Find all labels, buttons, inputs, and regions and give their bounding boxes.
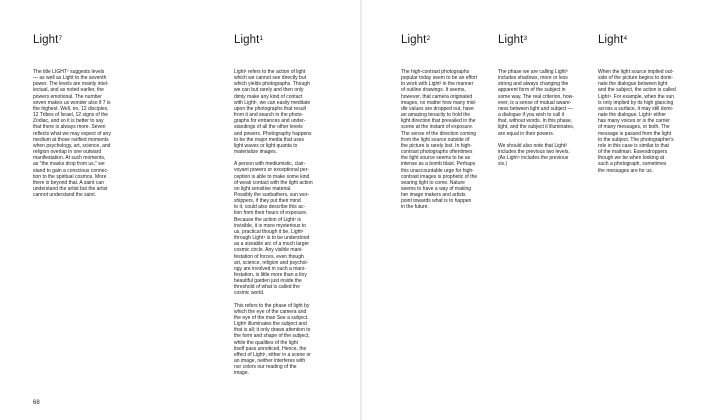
column-light-1 xyxy=(234,33,334,383)
body-paragraph: Light¹ refers to the action of light which we cannot see directly but which yields photographs. Though we can but rarely and then only dimly make any kind of contact with Light¹, we can easily meditate upon the photographs that result from it and search in the photo- graphs for entrances and under- standings of all the other levels and powers. Photography happens to be the major media that uses light waves or light quanta to materialize images. xyxy=(234,69,312,156)
column-light-4 xyxy=(598,33,686,180)
column-light-7 xyxy=(33,33,121,204)
body-paragraph: The high-contrast photographs popular today seem to be an effort to work with Light² in the manner of outline drawings. It seems, however, that camera originated images, no matter how many mid- dle values are dropped out, have an amazing tenacity to hold the light direction that prevailed in the scene at the instant of exposure. The sense of the direction coming from the light source outside of the picture is rarely lost. In high- contrast photographs oftentimes the light source seems to be as intense as a bomb blast. Perhaps this unaccountable urge for high- contrast images is prophetic of the searing light to come. Nature seems to have a way of making her image makers and artists point towards what is to happen in the future. xyxy=(401,69,478,211)
body-paragraph: A person with mediumistic, clair- voyant powers or exceptional per- ception is able to make some kind of weak contact with the light action on light sensitive material. Possibly the sunbathers, sun wor- shippers, if they put their mind to it, could also describe this ac- tion from their hours of exposure. Because the action of Light¹ is invisible, it is more mysterious to us, practical though it be. Light¹ through Light⁴ is to be understood as a sizeable arc of a much larger cosmic circle. Any visible mani- festation of forces, even though art, science, religion and psychol- ogy are involved in such a mani- festation, is little more than a tiny beautiful garden just inside the threshold of what is called the cosmic world. xyxy=(234,161,313,297)
column-light-2 xyxy=(401,33,489,217)
body-paragraph: The title LIGHT⁷ suggests levels — as well as Light to the seventh power. The levels are mainly intel- lectual, and as noted earlier, the powers emotional. The number seven makes us wonder also if 7 is the highest. Well, no, 12 disciples, 12 Tribes of Israel, 12 signs of the Zodiac, and so it is better to say that there is always more. Seven reflects what we may expect of any medium at those rarified moments when psychology, art, science, and religion overlap in one outward manifestation. At such moments, as "the masks drop from us," we stand to gain a conscious connec- tion to the spiritual cosmos. More there is beyond that. A saint can understand the artist but the artist cannot understand the saint. xyxy=(33,69,111,199)
column-heading: Light$^4$ xyxy=(598,34,628,46)
body-paragraph: We should also note that Light³ includes the previous two levels. (As Light⁴ includes the previous six.) xyxy=(498,142,570,168)
page-number: 68 xyxy=(33,400,40,406)
column-light-3 xyxy=(498,33,582,173)
column-heading: Light$^3$ xyxy=(498,34,528,46)
column-heading: Light$^1$ xyxy=(234,34,264,46)
column-heading: Light$^2$ xyxy=(401,34,431,46)
column-heading: Light$^7$ xyxy=(33,34,63,46)
page-gutter xyxy=(360,0,362,420)
body-paragraph: The phase we are calling Light³ includes shadows, more or less strong and always changing the apparent form of the subject in some way. The real criterion, how- ever, is a sense of mutual aware- ness between light and subject — a dialogue if you wish to call it that, without words. In this phase, light, and the subject it illuminates, are equal in their powers. xyxy=(498,69,575,137)
body-paragraph: When the light source implied out- side of the picture begins to domi- nate the dialogue between light and the subject, the action is called Light⁴. For example, when the sun is only implied by its high glancing across a surface, it may still domi- nate the dialogue. Light⁴ either has many voices or is the carrier of many messages, or both. The message is passed from the light to the subject. The photographer's role in this case is similar to that of the mailman. Eavesdroppers though we be when looking at such a photograph, sometimes the messages are for us. xyxy=(598,69,676,174)
body-paragraph: This refers to the phase of light by which the eye of the camera and the eye of the man See a subject. Light¹ illuminates the subject and that is all; it only draws attention to the form and shape of the subject, while the qualities of the light itself pass unnoticed. Hence, the effect of Light¹, either in a scene or an image, neither interferes with nor colors our reading of the image. xyxy=(234,302,311,377)
